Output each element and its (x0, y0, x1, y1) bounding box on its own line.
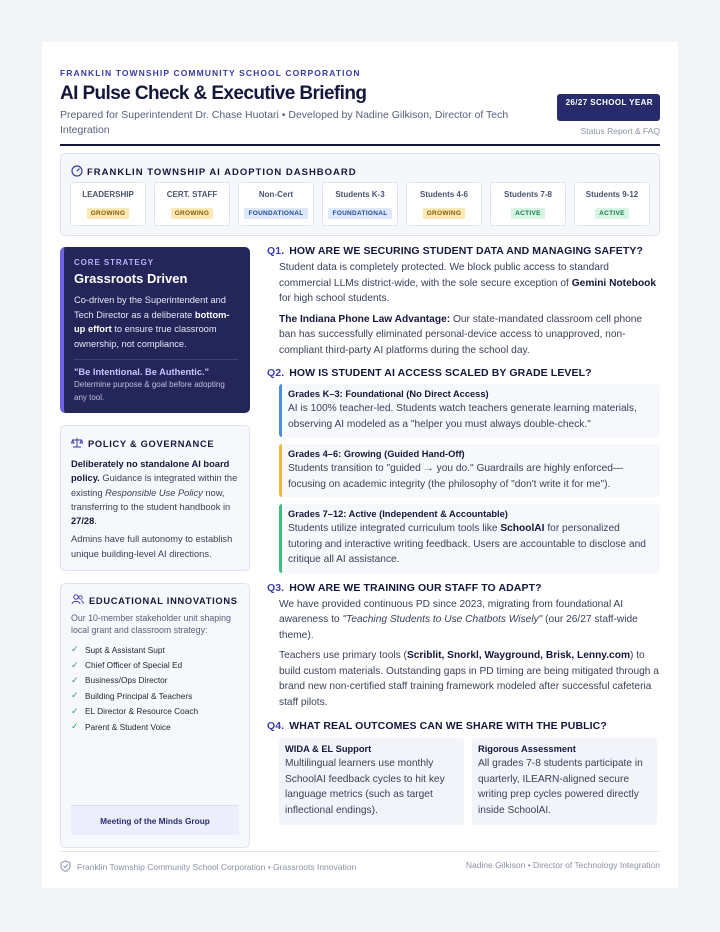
people-icon (71, 594, 84, 607)
list-item-text: Business/Ops Director (85, 675, 168, 686)
dashboard-card (406, 182, 482, 226)
outcome-title: WIDA & EL Support (285, 744, 372, 754)
dashboard-card-label: Students 9-12 (585, 190, 639, 199)
shield-icon (60, 860, 71, 874)
faq-column (267, 245, 660, 825)
status-badge: ACTIVE (595, 208, 629, 219)
check-icon: ✓ (71, 705, 79, 716)
outcome-card-wida (279, 738, 464, 825)
list-item-text: Building Principal & Teachers (85, 690, 193, 701)
scale-icon (71, 437, 83, 450)
strategy-label: CORE STRATEGY (74, 258, 155, 267)
dashboard-card-label: LEADERSHIP (82, 190, 134, 199)
policy-title: POLICY & GOVERNANCE (88, 438, 215, 449)
footer-left (60, 860, 356, 874)
footer-right: Nadine Gilkison • Director of Technology Integration (465, 860, 660, 870)
status-badge: GROWING (171, 208, 214, 219)
outcome-text: Multilingual learners use monthly SchoolAI feedback cycles to hit key language metrics (such as target inflectional endings). (285, 758, 445, 816)
dashboard-card (154, 182, 230, 226)
list-item (71, 657, 239, 672)
dashboard-card (574, 182, 650, 226)
meeting-group-label: Meeting of the Minds Group (71, 805, 239, 835)
status-label: Status Report & FAQ (580, 126, 660, 136)
educational-innovations-card (60, 583, 250, 848)
dashboard-card-label: Students 7-8 (503, 190, 552, 199)
q3-tools-paragraph: Teachers use primary tools (Scriblit, Snorkl, Wayground, Brisk, Lenny.com) to build custom materials. Outstanding gaps in PD timing are being mitigated through a brand new non-certified staff training framework modeled after successful cafeteria staff pilots. (279, 650, 659, 708)
q2-heading: Q2. HOW IS STUDENT AI ACCESS SCALED BY GRADE LEVEL? (267, 367, 592, 379)
dashboard-card-label: Students 4-6 (419, 190, 468, 199)
footer-left-text: Franklin Township Community School Corporation • Grassroots Innovation (77, 862, 357, 872)
outcomes-row (279, 738, 660, 825)
q1-heading: Q1. HOW ARE WE SECURING STUDENT DATA AND MANAGING SAFETY? (267, 245, 643, 257)
gauge-icon (71, 165, 83, 180)
grade-card-7-12 (279, 504, 660, 573)
strategy-quote: "Be Intentional. Be Authentic." (74, 367, 210, 377)
core-strategy-card (60, 247, 250, 413)
outcome-title: Rigorous Assessment (478, 744, 576, 754)
check-icon: ✓ (71, 674, 79, 685)
strategy-title: Grassroots Driven (74, 271, 188, 286)
footer-divider (60, 851, 660, 852)
list-item-text: Chief Officer of Special Ed (85, 660, 183, 671)
list-item (71, 719, 239, 734)
grade-card-title: Grades 4–6: Growing (Guided Hand-Off) (288, 449, 465, 459)
status-badge: FOUNDATIONAL (244, 208, 307, 219)
stakeholder-list (71, 642, 239, 734)
strategy-note: Determine purpose & goal before adopting any tool. (74, 380, 225, 402)
list-item (71, 704, 239, 719)
strategy-body: Co-driven by the Superintendent and Tech Director as a deliberate bottom-up effort to ensure true classroom ownership, not compliance. (74, 295, 230, 349)
check-icon: ✓ (71, 690, 79, 701)
dashboard-cards (70, 182, 650, 226)
grade-card-text: AI is 100% teacher-led. Students watch teachers generate learning materials, observing AI modeled as a "helper you must always double-check." (288, 403, 637, 430)
q3-heading: Q3. HOW ARE WE TRAINING OUR STAFF TO ADAPT? (267, 581, 542, 594)
q1-phone-law: The Indiana Phone Law Advantage: Our state-mandated classroom cell phone ban has successfully eliminated personal-device access to unapproved, non-compliant third-party AI platforms during the school day. (279, 313, 643, 356)
dashboard-card (70, 182, 146, 226)
dashboard-card-label: CERT. STAFF (166, 190, 218, 199)
status-badge: GROWING (423, 208, 466, 219)
grade-card-text: Students transition to "guided → you do." Guardrails are highly enforced—focusing on academic integrity (the philosophy of "don't write it for me"). (288, 463, 624, 490)
grade-card-4-6 (279, 444, 660, 497)
policy-governance-card (60, 425, 250, 571)
policy-body: Deliberately no standalone AI board policy. Guidance is integrated within the existing Responsible Use Policy now, transferring to the student handbook in 27/28. (71, 459, 238, 527)
policy-autonomy: Admins have full autonomy to establish unique building-level AI directions. (71, 534, 233, 559)
check-icon: ✓ (71, 721, 79, 732)
list-item-text: EL Director & Resource Coach (85, 706, 199, 717)
dashboard-card (490, 182, 566, 226)
check-icon: ✓ (71, 659, 79, 670)
org-eyebrow: FRANKLIN TOWNSHIP COMMUNITY SCHOOL CORPORATION (60, 68, 361, 78)
adoption-dashboard (60, 153, 660, 236)
list-item (71, 688, 239, 703)
dashboard-card (238, 182, 314, 226)
status-badge: GROWING (87, 208, 130, 219)
q1-paragraph: Student data is completely protected. We block public access to standard commercial LLMs district-wide, with the sole secure exception of Gemini Notebook for high school students. (279, 262, 657, 304)
grade-card-k3 (279, 384, 660, 437)
header-divider (60, 144, 660, 146)
strategy-divider (74, 359, 238, 360)
q4-heading: Q4. WHAT REAL OUTCOMES CAN WE SHARE WITH THE PUBLIC? (267, 720, 607, 732)
briefing-page (42, 42, 678, 888)
list-item (71, 673, 239, 688)
innovations-subtitle: Our 10-member stakeholder unit shaping local grant and classroom strategy: (71, 613, 231, 635)
grade-card-text: Students utilize integrated curriculum tools like SchoolAI for personalized tutoring and interactive writing feedback. Users are accountable to disclose and critique all AI assistance. (288, 523, 646, 565)
dashboard-card-label: Non-Cert (258, 190, 294, 199)
outcome-text: All grades 7-8 students participate in quarterly, ILEARN-aligned secure writing prep cycles powered directly inside SchoolAI. (478, 758, 643, 816)
dashboard-title (71, 165, 357, 180)
page-subtitle: Prepared for Superintendent Dr. Chase Huotari • Developed by Nadine Gilkison, Director of Tech Integration (60, 109, 509, 136)
innovations-title: EDUCATIONAL INNOVATIONS (89, 595, 238, 606)
page-title: AI Pulse Check & Executive Briefing (60, 83, 367, 104)
list-item (71, 642, 239, 657)
dashboard-card-label: Students K-3 (335, 190, 385, 199)
policy-heading (71, 437, 239, 450)
grade-card-title: Grades K–3: Foundational (No Direct Access) (288, 389, 489, 399)
innovations-heading (71, 594, 239, 607)
status-badge: ACTIVE (511, 208, 545, 219)
grade-card-title: Grades 7–12: Active (Independent & Accountable) (288, 509, 508, 519)
outcome-card-assessment (472, 738, 657, 825)
dashboard-card (322, 182, 398, 226)
check-icon: ✓ (71, 644, 79, 655)
q3-paragraph: We have provided continuous PD since 2023, migrating from foundational AI awareness to "Teaching Students to Use Chatbots Wisely" (our 26/27 staff-wide theme). (279, 598, 638, 641)
dashboard-title-text: FRANKLIN TOWNSHIP AI ADOPTION DASHBOARD (87, 167, 357, 178)
school-year-badge: 26/27 SCHOOL YEAR (557, 94, 660, 121)
list-item-text: Supt & Assistant Supt (85, 644, 165, 655)
status-badge: FOUNDATIONAL (328, 208, 391, 219)
list-item-text: Parent & Student Voice (85, 721, 171, 732)
